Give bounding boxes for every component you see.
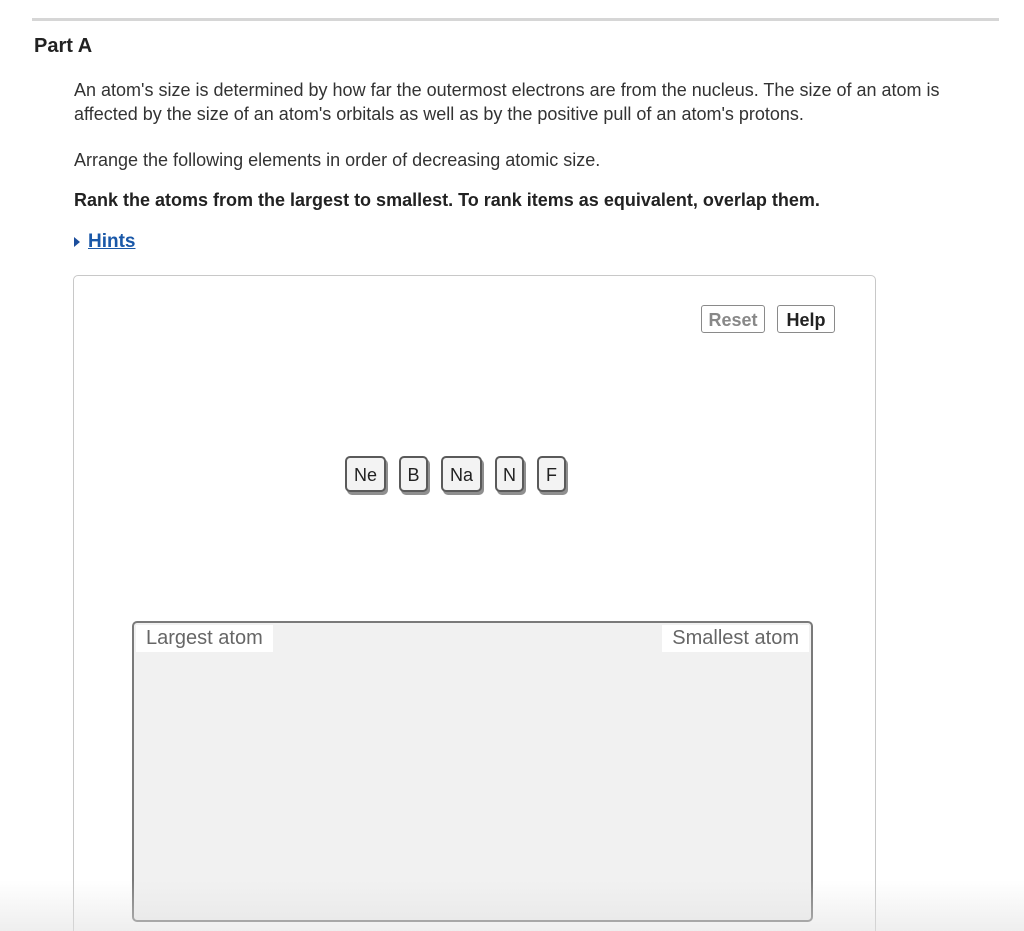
expand-triangle-icon (74, 237, 80, 247)
question-instruction: Rank the atoms from the largest to smallest. To rank items as equivalent, overlap them. (74, 190, 820, 210)
question-task: Arrange the following elements in order of decreasing atomic size. (74, 150, 601, 170)
ranking-drop-zone[interactable] (132, 621, 813, 922)
reset-button[interactable]: Reset (701, 305, 765, 333)
hints-toggle[interactable] (74, 231, 136, 253)
hints-link[interactable]: Hints (88, 231, 136, 252)
largest-atom-label: Largest atom (136, 625, 273, 652)
element-tile-n[interactable]: N (495, 456, 524, 492)
part-title: Part A (34, 35, 93, 57)
smallest-atom-label: Smallest atom (662, 625, 809, 652)
question-intro: An atom's size is determined by how far the outermost electrons are from the nucleus. The size of an atom is affected by the size of an atom's orbitals as well as by the positive pull of an atom's protons. (74, 80, 940, 124)
draggable-items (345, 456, 566, 492)
element-tile-f[interactable]: F (537, 456, 566, 492)
element-tile-ne[interactable]: Ne (345, 456, 386, 492)
help-button[interactable]: Help (777, 305, 835, 333)
top-divider (32, 18, 999, 21)
ranking-panel (73, 275, 876, 931)
element-tile-b[interactable]: B (399, 456, 428, 492)
element-tile-na[interactable]: Na (441, 456, 482, 492)
